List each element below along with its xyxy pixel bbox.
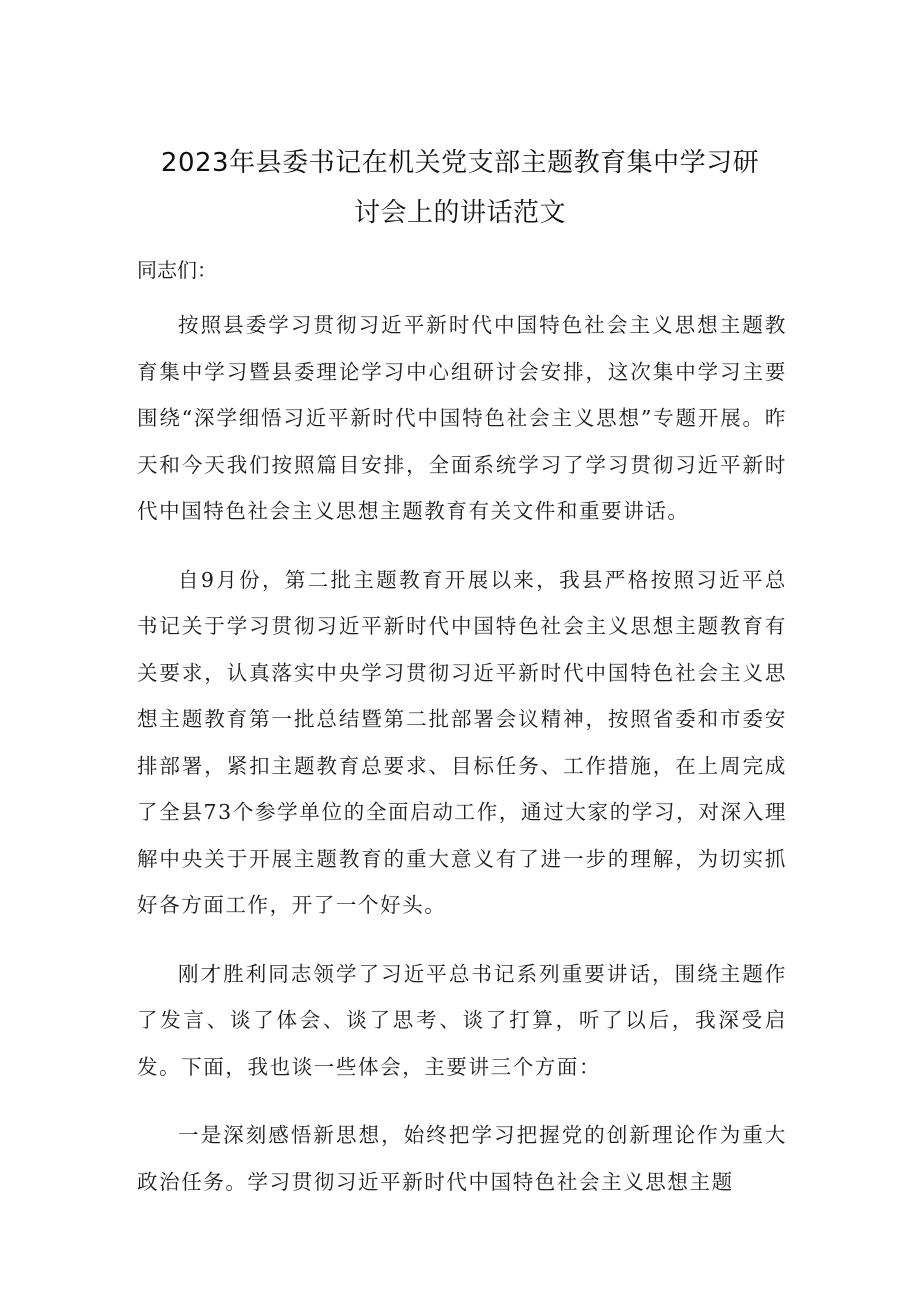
paragraph: 按照县委学习贯彻习近平新时代中国特色社会主义思想主题教育集中学习暨县委理论学习中心组研讨会安排，这次集中学习主要围绕“深学细悟习近平新时代中国特色社会主义思想”专题开展。昨天和今天我们按照篇目安排，全面系统学习了学习贯彻习近平新时代中国特色社会主义思想主题教育有关文件和重要讲话。	[137, 313, 787, 523]
paragraph: 自9月份，第二批主题教育开展以来，我县严格按照习近平总书记关于学习贯彻习近平新时代中国特色社会主义思想主题教育有关要求，认真落实中央学习贯彻习近平新时代中国特色社会主义思想主题教育第一批总结暨第二批部署会议精神，按照省委和市委安排部署，紧扣主题教育总要求、目标任务、工作措施，在上周完成了全县73个参学单位的全面启动工作，通过大家的学习，对深入理解中央关于开展主题教育的重大意义有了进一步的理解，为切实抓好各方面工作，开了一个好头。	[137, 567, 787, 917]
paragraph: 一是深刻感悟新思想，始终把学习把握党的创新理论作为重大政治任务。学习贯彻习近平新时代中国特色社会主义思想主题	[137, 1123, 787, 1194]
document-title	[120, 138, 800, 238]
document-body	[137, 302, 787, 1227]
salutation: 同志们：	[137, 258, 217, 282]
title-line-1: 2023年县委书记在机关党支部主题教育集中学习研	[160, 148, 760, 178]
title-line-2: 讨会上的讲话范文	[353, 198, 566, 228]
paragraph: 刚才胜利同志领学了习近平总书记系列重要讲话，围绕主题作了发言、谈了体会、谈了思考、谈了打算，听了以后，我深受启发。下面，我也谈一些体会，主要讲三个方面：	[137, 961, 787, 1079]
